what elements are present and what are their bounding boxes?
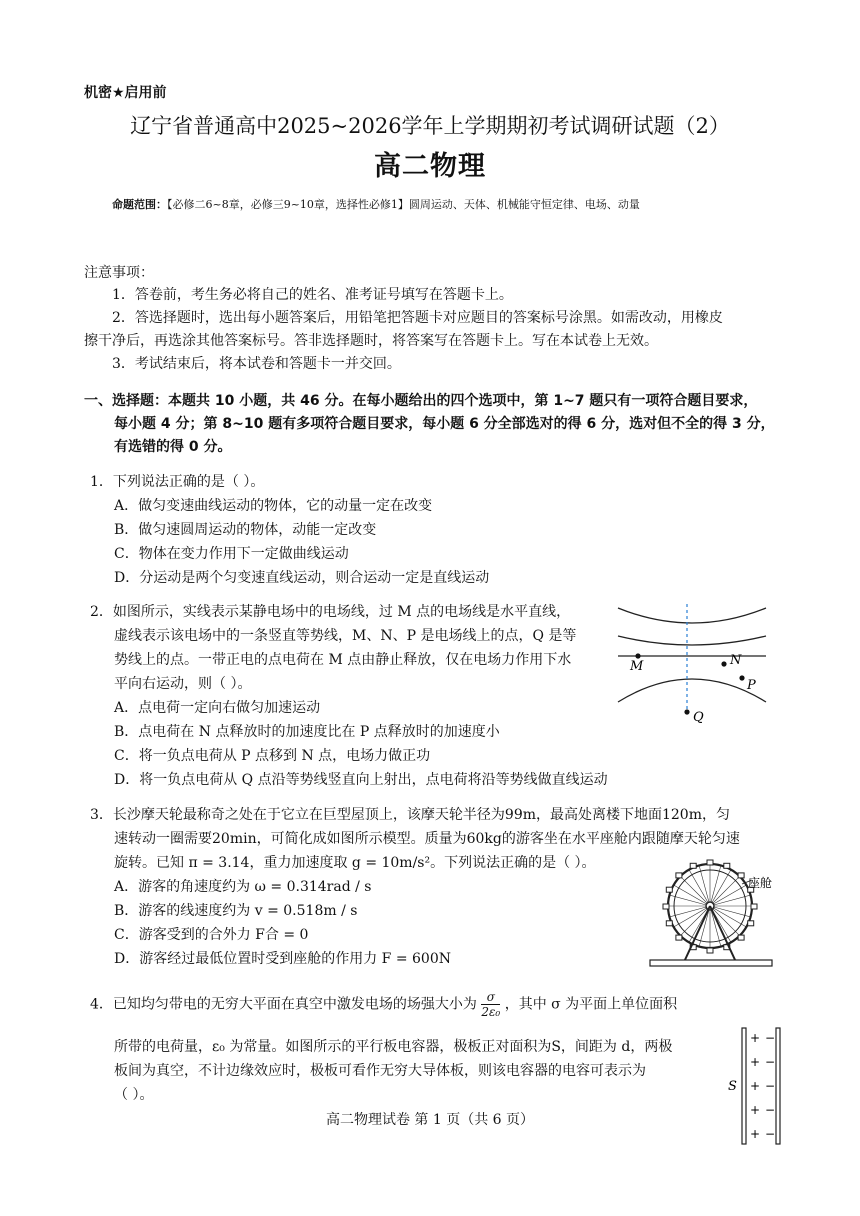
notice-item-2: 2．答选择题时，选出每小题答案后，用铅笔把答题卡对应题目的答案标号涂黑。如需改动，用橡皮	[112, 310, 723, 326]
exam-scope	[112, 196, 640, 212]
q4-fraction-denominator: 2ε₀	[481, 1005, 501, 1019]
label-m: M	[630, 659, 644, 674]
q3-line-1: 3．长沙摩天轮最称奇之处在于它立在巨型屋顶上，该摩天轮半径为99m，最高处离楼下地面120m，匀	[90, 807, 730, 823]
field-line-lower	[618, 679, 766, 702]
wheel-cabin	[707, 948, 713, 953]
q4-line-1	[90, 990, 677, 1019]
wheel-cabin	[707, 860, 713, 865]
q3-option-a: A．游客的角速度约为 ω = 0.314rad / s	[114, 879, 372, 895]
q3-line-3: 旋转。已知 π = 3.14，重力加速度取 g = 10m/s²。下列说法正确的是（ ）。	[114, 855, 596, 871]
q1-option-c: C．物体在变力作用下一定做曲线运动	[114, 546, 349, 562]
section-heading	[84, 390, 788, 459]
q2-line-3: 势线上的点。一带正电的点电荷在 M 点由静止释放，仅在电场力作用下水	[114, 652, 572, 668]
plus-charge: +	[750, 1127, 761, 1141]
q4-line-2: 所带的电荷量，ε₀ 为常量。如图所示的平行板电容器，极板正对面积为S，间距为 d，两极	[114, 1039, 673, 1055]
q2-option-d: D．将一负点电荷从 Q 点沿等势线竖直向上射出，点电荷将沿等势线做直线运动	[114, 772, 608, 788]
q4-line-1-post: ，其中 σ 为平面上单位面积	[504, 996, 678, 1013]
q4-line-4: （ ）。	[114, 1087, 154, 1103]
q3-option-b: B．游客的线速度约为 v = 0.518m / s	[114, 903, 358, 919]
wheel-cabin	[690, 863, 696, 868]
wheel-cabin	[676, 873, 682, 878]
cabin-label: 座舱	[748, 876, 773, 890]
wheel-cabin	[676, 935, 682, 940]
wheel-cabin	[663, 904, 669, 909]
plus-charge: +	[750, 1079, 761, 1093]
minus-charge: −	[765, 1127, 776, 1141]
notice-item-2-cont: 擦干净后，再选涂其他答案标号。答非选择题时，将答案写在答题卡上。写在本试卷上无效。	[84, 333, 658, 349]
wheel-base	[650, 960, 772, 966]
q2-line-2: 虚线表示该电场中的一条竖直等势线，M、N、P 是电场线上的点，Q 是等	[114, 628, 577, 644]
q4-line-3: 板间为真空，不计边缘效应时，极板可看作无穷大导体板，则该电容器的电容可表示为	[114, 1063, 646, 1079]
minus-charge: −	[765, 1055, 776, 1069]
field-line-top	[618, 608, 766, 623]
q3-line-2: 速转动一圈需要20min，可简化成如图所示模型。质量为60kg的游客坐在水平座舱内跟随摩天轮匀速	[114, 831, 740, 847]
q2-line-4: 平向右运动，则（ ）。	[114, 676, 252, 692]
notice-item-1: 1．答卷前，考生务必将自己的姓名、准考证号填写在答题卡上。	[112, 287, 513, 303]
label-q: Q	[693, 710, 704, 725]
wheel-cabin	[666, 887, 672, 892]
q4-fraction-numerator: σ	[481, 990, 500, 1005]
q3-option-c: C．游客受到的合外力 F合 = 0	[114, 927, 309, 943]
q2-option-a: A．点电荷一定向右做匀加速运动	[114, 700, 321, 716]
q4-fraction	[481, 990, 500, 1019]
exam-title: 辽宁省普通高中2025~2026学年上学期期初考试调研试题（2）	[130, 114, 730, 138]
wheel-cabin	[666, 921, 672, 926]
section-line-3: 有选错的得 0 分。	[114, 439, 232, 455]
point-p-dot	[739, 675, 744, 680]
point-m-dot	[635, 653, 640, 658]
minus-charge: −	[765, 1103, 776, 1117]
secret-label: 机密★启用前	[84, 85, 167, 101]
scope-text: 【必修二6~8章，必修三9~10章，选择性必修1】圆周运动、天体、机械能守恒定律、电场、动量	[167, 198, 640, 211]
plate-area-label: S	[728, 1079, 737, 1094]
wheel-cabin	[738, 873, 744, 878]
q1-stem: 1．下列说法正确的是（ ）。	[90, 474, 265, 490]
subject-title: 高二物理	[374, 151, 486, 182]
wheel-cabin	[738, 935, 744, 940]
q2-option-c: C．将一负点电荷从 P 点移到 N 点，电场力做正功	[114, 748, 431, 764]
wheel-cabin	[724, 863, 730, 868]
q3-option-d: D．游客经过最低位置时受到座舱的作用力 F = 600N	[114, 951, 451, 967]
q1-option-b: B．做匀速圆周运动的物体，动能一定改变	[114, 522, 377, 538]
notice-item-3: 3．考试结束后，将本试卷和答题卡一并交回。	[112, 356, 401, 372]
minus-charge: −	[765, 1031, 776, 1045]
plus-charge: +	[750, 1055, 761, 1069]
q4-capacitor-figure	[724, 1024, 786, 1148]
page-footer: 高二物理试卷 第 1 页（共 6 页）	[325, 1112, 535, 1128]
q2-line-1: 2．如图所示，实线表示某静电场中的电场线，过 M 点的电场线是水平直线，	[90, 604, 571, 620]
wheel-cabin	[751, 904, 757, 909]
label-n: N	[730, 653, 742, 668]
q2-electric-field-figure	[612, 598, 772, 728]
q1-option-a: A．做匀变速曲线运动的物体，它的动量一定在改变	[114, 498, 433, 514]
wheel-cabin	[748, 921, 754, 926]
q4-line-1-pre: 4．已知均匀带电的无穷大平面在真空中激发电场的场强大小为	[90, 996, 477, 1013]
label-p: P	[747, 678, 756, 693]
scope-label: 命题范围：	[112, 198, 167, 211]
plus-charge: +	[750, 1031, 761, 1045]
point-n-dot	[721, 661, 726, 666]
field-line-upper	[618, 636, 766, 645]
section-line-2: 每小题 4 分；第 8~10 题有多项符合题目要求，每小题 6 分全部选对的得 6 分，选对但不全的得 3 分，	[114, 416, 775, 432]
q2-option-b: B．点电荷在 N 点释放时的加速度比在 P 点释放时的加速度小	[114, 724, 500, 740]
section-line-1: 一、选择题：本题共 10 小题，共 46 分。在每小题给出的四个选项中，第 1~7 题只有一项符合题目要求，	[84, 393, 758, 409]
plus-charge: +	[750, 1103, 761, 1117]
point-q-dot	[684, 709, 689, 714]
notice-heading: 注意事项：	[84, 265, 154, 281]
q1-option-d: D．分运动是两个匀变速直线运动，则合运动一定是直线运动	[114, 570, 490, 586]
minus-charge: −	[765, 1079, 776, 1093]
q3-ferris-wheel-figure	[622, 854, 786, 970]
